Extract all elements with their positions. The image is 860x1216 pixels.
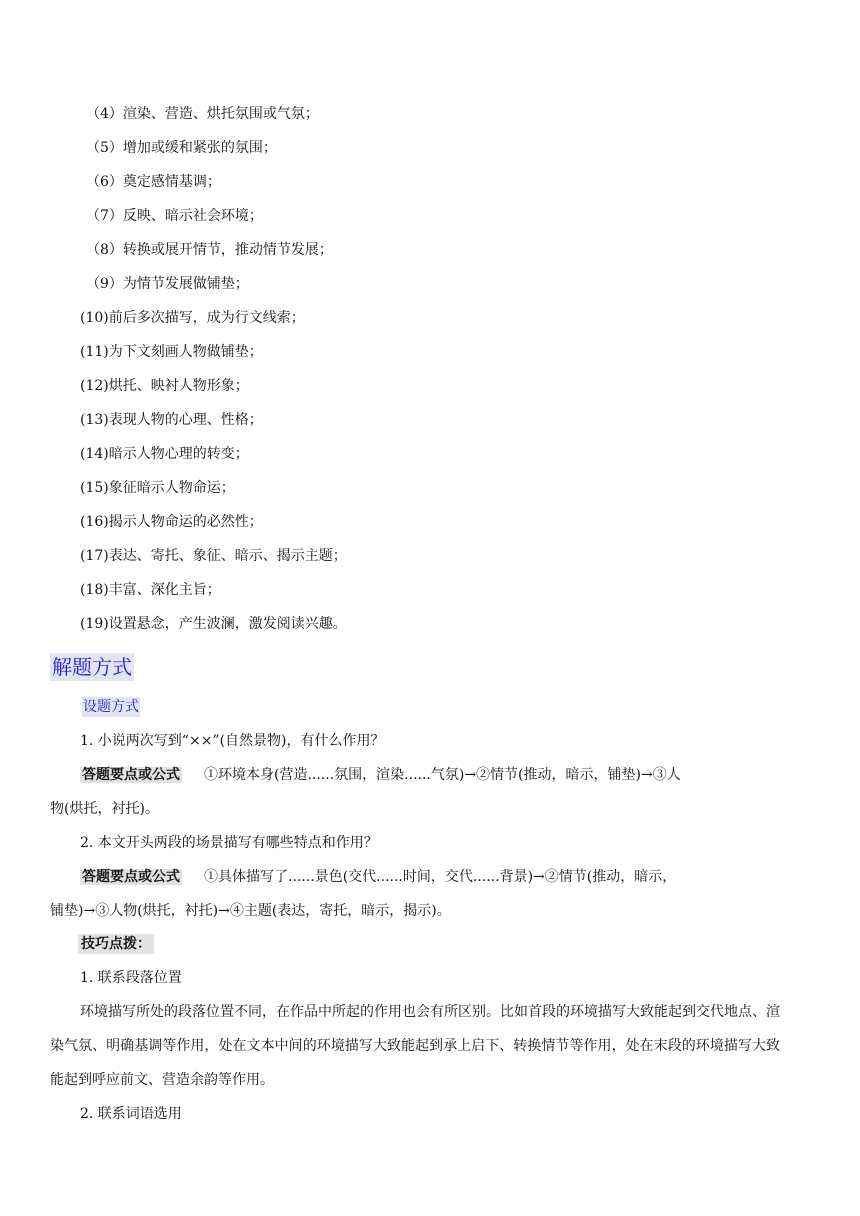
list-item: (16)揭示人物命运的必然性； — [80, 514, 263, 530]
list-item: (18)丰富、深化主旨； — [80, 582, 221, 598]
list-item: （4）渲染、营造、烘托氛围或气氛； — [86, 106, 319, 122]
answer-tag: 答题要点或公式 — [82, 767, 180, 783]
list-item: (15)象征暗示人物命运； — [80, 480, 235, 496]
answer-1 — [50, 758, 780, 826]
list-item: (11)为下文刻画人物做铺垫； — [80, 344, 263, 360]
answer-2 — [50, 860, 780, 928]
question-2: 2. 本文开头两段的场景描写有哪些特点和作用？ — [80, 835, 378, 851]
list-item: (14)暗示人物心理的转变； — [80, 446, 249, 462]
list-item: （7）反映、暗示社会环境； — [86, 208, 263, 224]
answer-text-continued: 铺垫)→③人物(烘托，衬托)→④主题(表达，寄托，暗示，揭示)。 — [50, 903, 451, 919]
list-item: (12)烘托、映衬人物形象； — [80, 378, 249, 394]
answer-text: ①环境本身(营造......氛围，渲染......气氛)→②情节(推动，暗示，铺垫)→③人 — [204, 767, 681, 783]
list-item: (17)表达、寄托、象征、暗示、揭示主题； — [80, 548, 347, 564]
list-item: (10)前后多次描写，成为行文线索； — [80, 310, 305, 326]
answer-text-continued: 物(烘托，衬托)。 — [50, 801, 159, 817]
list-item: (19)设置悬念，产生波澜，激发阅读兴趣。 — [80, 616, 347, 632]
list-item: （6）奠定感情基调； — [86, 174, 221, 190]
list-item: （8）转换或展开情节，推动情节发展； — [86, 242, 333, 258]
sub-heading: 设题方式 — [83, 699, 139, 715]
section-heading: 解题方式 — [52, 655, 132, 679]
question-1: 1. 小说两次写到“××”(自然景物)，有什么作用？ — [80, 733, 385, 749]
list-item: （9）为情节发展做铺垫； — [86, 276, 249, 292]
list-item: (13)表现人物的心理、性格； — [80, 412, 263, 428]
tips-heading: 技巧点拨： — [78, 934, 154, 954]
tip-1-title: 1. 联系段落位置 — [80, 970, 182, 986]
tip-2-title: 2. 联系词语选用 — [80, 1106, 182, 1122]
tip-1-body: 环境描写所处的段落位置不同，在作品中所起的作用也会有所区别。比如首段的环境描写大致能起到交代地点、渲染气氛、明确基调等作用，处在文本中间的环境描写大致能起到承上启下、转换情节等作用，处在末段的环境描写大致能起到呼应前文、营造余韵等作用。 — [50, 1004, 780, 1088]
answer-tag: 答题要点或公式 — [82, 869, 180, 885]
answer-text: ①具体描写了......景色(交代......时间，交代......背景)→②情节(推动，暗示， — [204, 869, 677, 885]
list-item: （5）增加或缓和紧张的氛围； — [86, 140, 277, 156]
